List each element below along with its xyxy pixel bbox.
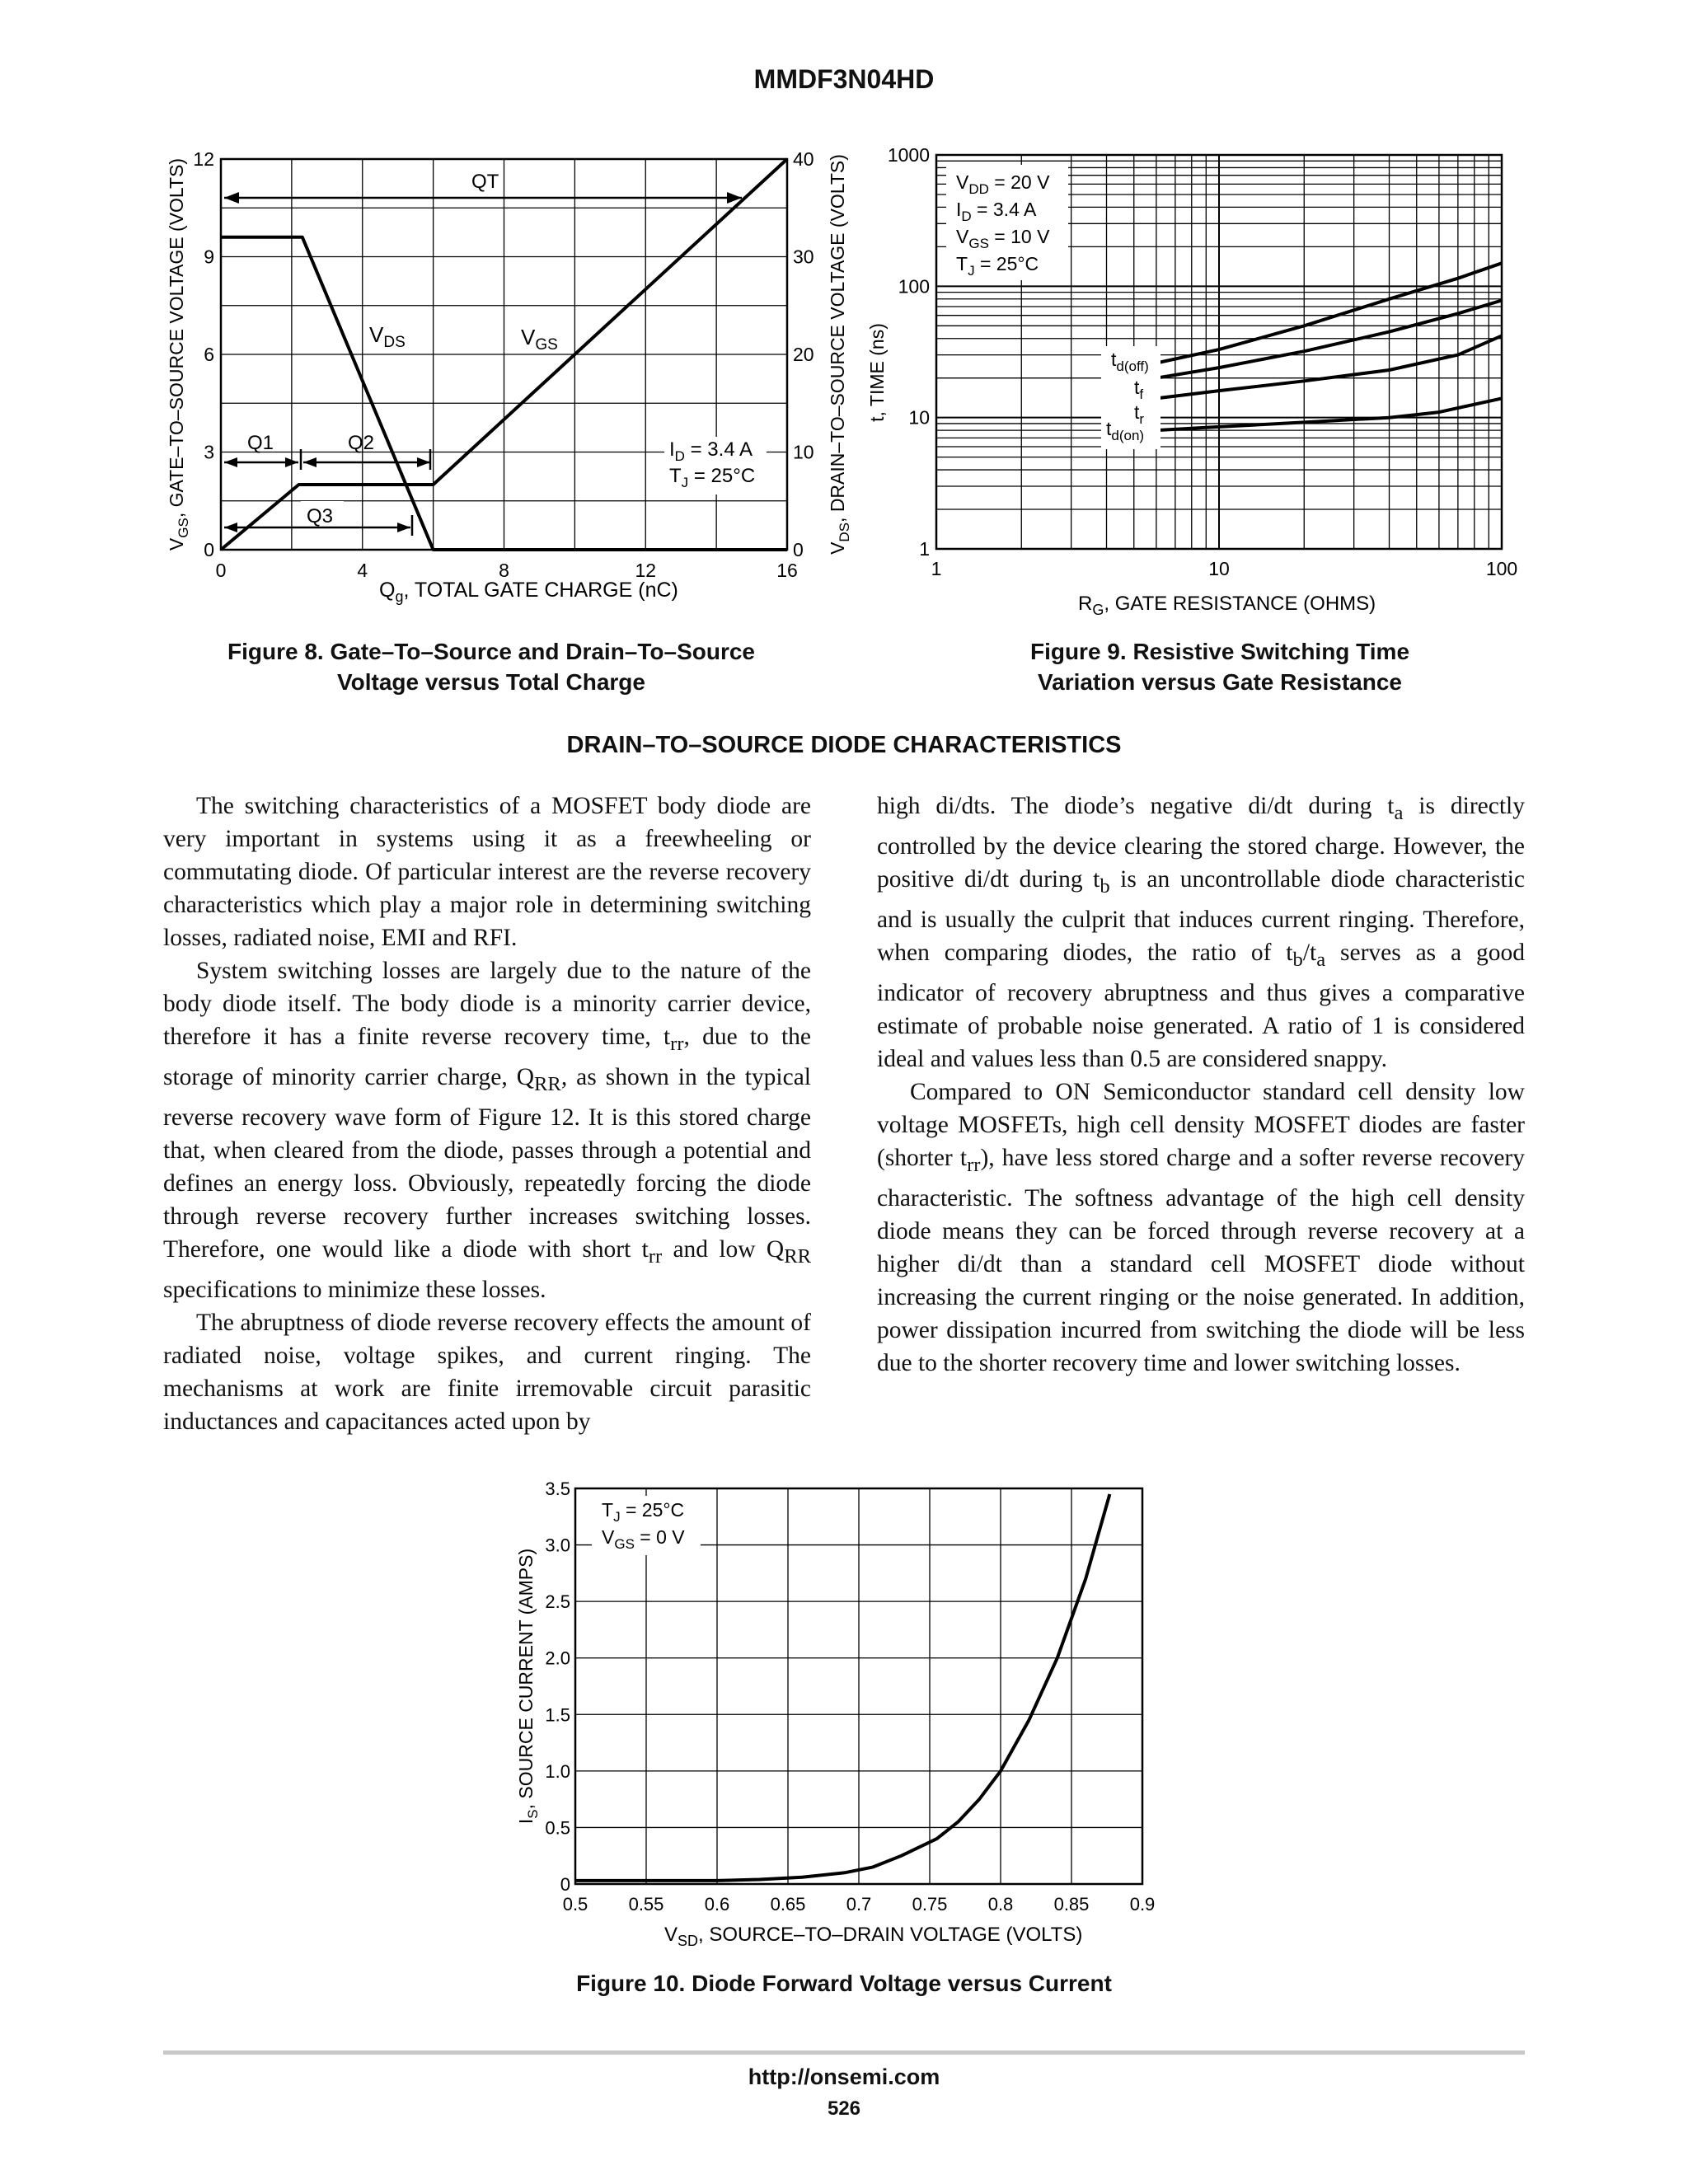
figure8-q2-arrow (303, 457, 430, 467)
figure8-x-axis-title: $Q_g$, TOTAL GATE CHARGE (nC) (379, 579, 678, 605)
figure8-q3-label: Q3 (307, 505, 334, 527)
figure9-label-tr: $t_r$ (1134, 401, 1145, 427)
body-left-paragraph-1: The switching characteristics of a MOSFET body diode are very important in systems using it as a freewheeling or commutating diode. Of particular interest are the reverse recovery characteristics which play a major role in determining switching losses, radiated noise, EMI and RFI. (163, 793, 811, 951)
figure8-chart (157, 147, 852, 608)
footer-url-link[interactable]: http://onsemi.com (748, 2064, 940, 2089)
figure10-y-tick-label: 2.5 (545, 1591, 570, 1613)
figure8-condition-id: $I_D = 3.4$ A (669, 438, 753, 464)
figure10-y-tick-label: 3.0 (545, 1535, 570, 1556)
figure8-condition-tj: $T_J = 25^\circ C$ (669, 465, 756, 490)
figure8-y-left-tick-label: 12 (193, 148, 214, 170)
figure8-y-right-tick-label: 20 (793, 344, 814, 365)
figure10-y-tick-label: 1.0 (545, 1760, 570, 1782)
figure9-label-tdon: $t_{d(on)}$ (1106, 418, 1145, 443)
body-left-paragraph-3: The abruptness of diode reverse recovery effects the amount of radiated noise, voltage spikes, and current ringing. The mechanisms at work are finite irremovable circuit parasitic inductances and capacitances acted upon by (163, 1309, 811, 1435)
figure9-chart (853, 140, 1529, 618)
figure8-x-tick-label: 0 (215, 560, 227, 581)
figure10-x-tick-label: 0.8 (987, 1894, 1014, 1915)
figure10-x-tick-label: 0.5 (562, 1894, 588, 1915)
figure9-y-tick-label: 1000 (887, 144, 930, 166)
figure8-caption (162, 636, 821, 697)
figure9-y-tick-label: 10 (908, 406, 930, 429)
figure10-condition-vgs: $V_{GS} = 0$ V (602, 1526, 685, 1552)
figure10-y-axis-title: $I_S$, SOURCE CURRENT (AMPS) (515, 1548, 541, 1825)
figure9-y-tick-label: 100 (898, 275, 930, 298)
figure8-vds-label: $V_{DS}$ (369, 322, 406, 351)
figure10-x-tick-label: 0.75 (912, 1894, 948, 1915)
figure8-qt-label: QT (471, 171, 499, 193)
figure9-caption (945, 636, 1495, 697)
figure10-condition-tj: $T_J = 25^\circ C$ (602, 1499, 685, 1525)
footer-page-number: 526 (827, 2097, 861, 2120)
figure8-x-tick-label: 16 (776, 560, 798, 581)
figure10-x-tick-label: 0.55 (628, 1894, 664, 1915)
figure8-y-left-tick-label: 0 (204, 539, 214, 560)
figure8-caption-line2: Voltage versus Total Charge (337, 669, 645, 695)
figure8-q1-arrow (224, 457, 298, 467)
figure10-x-tick-label: 0.7 (846, 1894, 872, 1915)
figure9-x-axis-title: $R_G$, GATE RESISTANCE (OHMS) (1078, 593, 1376, 618)
figure10-x-axis-title: $V_{SD}$, SOURCE–TO–DRAIN VOLTAGE (VOLTS) (664, 1924, 1083, 1949)
figure8-y-right-tick-label: 10 (793, 441, 814, 463)
figure10-x-tick-label: 0.65 (770, 1894, 806, 1915)
figure10-chart (495, 1465, 1170, 1961)
figure8-vgs-label: $V_{GS}$ (521, 325, 558, 354)
part-number-title: MMDF3N04HD (753, 64, 935, 94)
figure9-condition-id: $I_D = 3.4$ A (956, 199, 1037, 224)
figure9-x-tick-label: 10 (1208, 558, 1230, 579)
figure8-y-right-tick-label: 0 (793, 539, 804, 560)
figure10-y-tick-label: 0 (560, 1874, 570, 1895)
figure9-condition-vgs: $V_{GS} = 10$ V (956, 226, 1050, 251)
footer-divider (163, 2050, 1525, 2055)
figure10-y-tick-label: 1.5 (545, 1704, 570, 1726)
body-left-paragraph-2: System switching losses are largely due to the nature of the body diode itself. The body diode is a minority carrier device, therefore it has a finite reverse recovery time, $t_{rr}$, due to the storage of minority carrier charge, $Q_{RR}$, as shown in the typical reverse recovery wave form of Figure 12. It is this stored charge that, when cleared from the diode, passes through a potential and defines an energy loss. Obviously, repeatedly forcing the diode through reverse recovery further increases switching losses. Therefore, one would like a diode with short $t_{rr}$ and low $Q_{RR}$ specifications to minimize these losses. (163, 958, 811, 1303)
figure8-y-right-axis-title: $V_{DS}$, DRAIN–TO–SOURCE VOLTAGE (VOLTS) (827, 154, 852, 555)
figure8-y-right-tick-label: 40 (793, 148, 814, 170)
figure9-y-tick-label: 1 (919, 538, 930, 560)
figure10-y-tick-label: 2.0 (545, 1647, 570, 1669)
figure8-caption-line1: Figure 8. Gate–To–Source and Drain–To–Source (227, 639, 756, 664)
section-heading: DRAIN–TO–SOURCE DIODE CHARACTERISTICS (566, 732, 1122, 758)
body-right-paragraph-2: Compared to ON Semiconductor standard cell density low voltage MOSFETs, high cell density MOSFET diodes are faster (shorter $t_{rr}$), have less stored charge and a softer reverse recovery characteristic. The softness advantage of the high cell density diode means they can be forced through reverse recovery at a higher di/dt than a standard cell MOSFET diode without increasing the current ringing or the noise generated. In addition, power dissipation incurred from switching the diode will be less due to the shorter recovery time and lower switching losses. (877, 1078, 1525, 1376)
figure9-x-tick-label: 100 (1485, 558, 1518, 579)
figure10-y-tick-label: 0.5 (545, 1817, 570, 1839)
figure9-condition-vdd: $V_{DD} = 20$ V (956, 171, 1050, 197)
figure8-y-left-axis-title: $V_{GS}$, GATE–TO–SOURCE VOLTAGE (VOLTS) (166, 157, 191, 551)
figure9-condition-tj: $T_J = 25^\circ C$ (956, 253, 1039, 279)
figure9-caption-line1: Figure 9. Resistive Switching Time (1029, 639, 1410, 664)
figure10-y-tick-label: 3.5 (545, 1479, 570, 1499)
figure10-x-tick-label: 0.85 (1053, 1894, 1090, 1915)
figure9-caption-line2: Variation versus Gate Resistance (1038, 669, 1402, 695)
figure9-label-tdoff: $t_{d(off)}$ (1111, 349, 1149, 374)
body-right-paragraph-1: high di/dts. The diode’s negative di/dt during $t_a$ is directly controlled by the device clearing the stored charge. However, the positive di/dt during $t_b$ is an uncontrollable diode characteristic and is usually the culprit that induces current ringing. Therefore, when comparing diodes, the ratio of $t_b/t_a$ serves as a good indicator of recovery abruptness and thus gives a comparative estimate of probable noise generated. A ratio of 1 is considered ideal and values less than 0.5 are considered snappy. (877, 793, 1526, 1072)
figure9-x-tick-label: 1 (931, 558, 942, 579)
body-column-left (163, 790, 811, 1438)
figure9-label-tf: $t_f$ (1134, 377, 1144, 402)
figure8-qt-arrow (224, 192, 742, 204)
figure8-y-left-tick-label: 6 (204, 344, 214, 365)
figure8-x-tick-label: 12 (635, 560, 657, 581)
body-column-right (877, 790, 1525, 1380)
figure8-x-tick-label: 4 (357, 560, 368, 581)
figure8-q1-label: Q1 (247, 432, 274, 454)
figure9-y-axis-title: t, TIME (ns) (866, 323, 888, 422)
figure8-y-left-tick-label: 9 (204, 246, 214, 268)
figure8-x-tick-label: 8 (499, 560, 509, 581)
figure8-y-left-tick-label: 3 (204, 441, 214, 463)
figure10-x-tick-label: 0.6 (704, 1894, 730, 1915)
figure8-y-right-tick-label: 30 (793, 246, 814, 268)
figure8-q2-label: Q2 (348, 432, 375, 454)
figure10-caption: Figure 10. Diode Forward Voltage versus Current (576, 1971, 1112, 1996)
figure10-x-tick-label: 0.9 (1129, 1894, 1156, 1915)
